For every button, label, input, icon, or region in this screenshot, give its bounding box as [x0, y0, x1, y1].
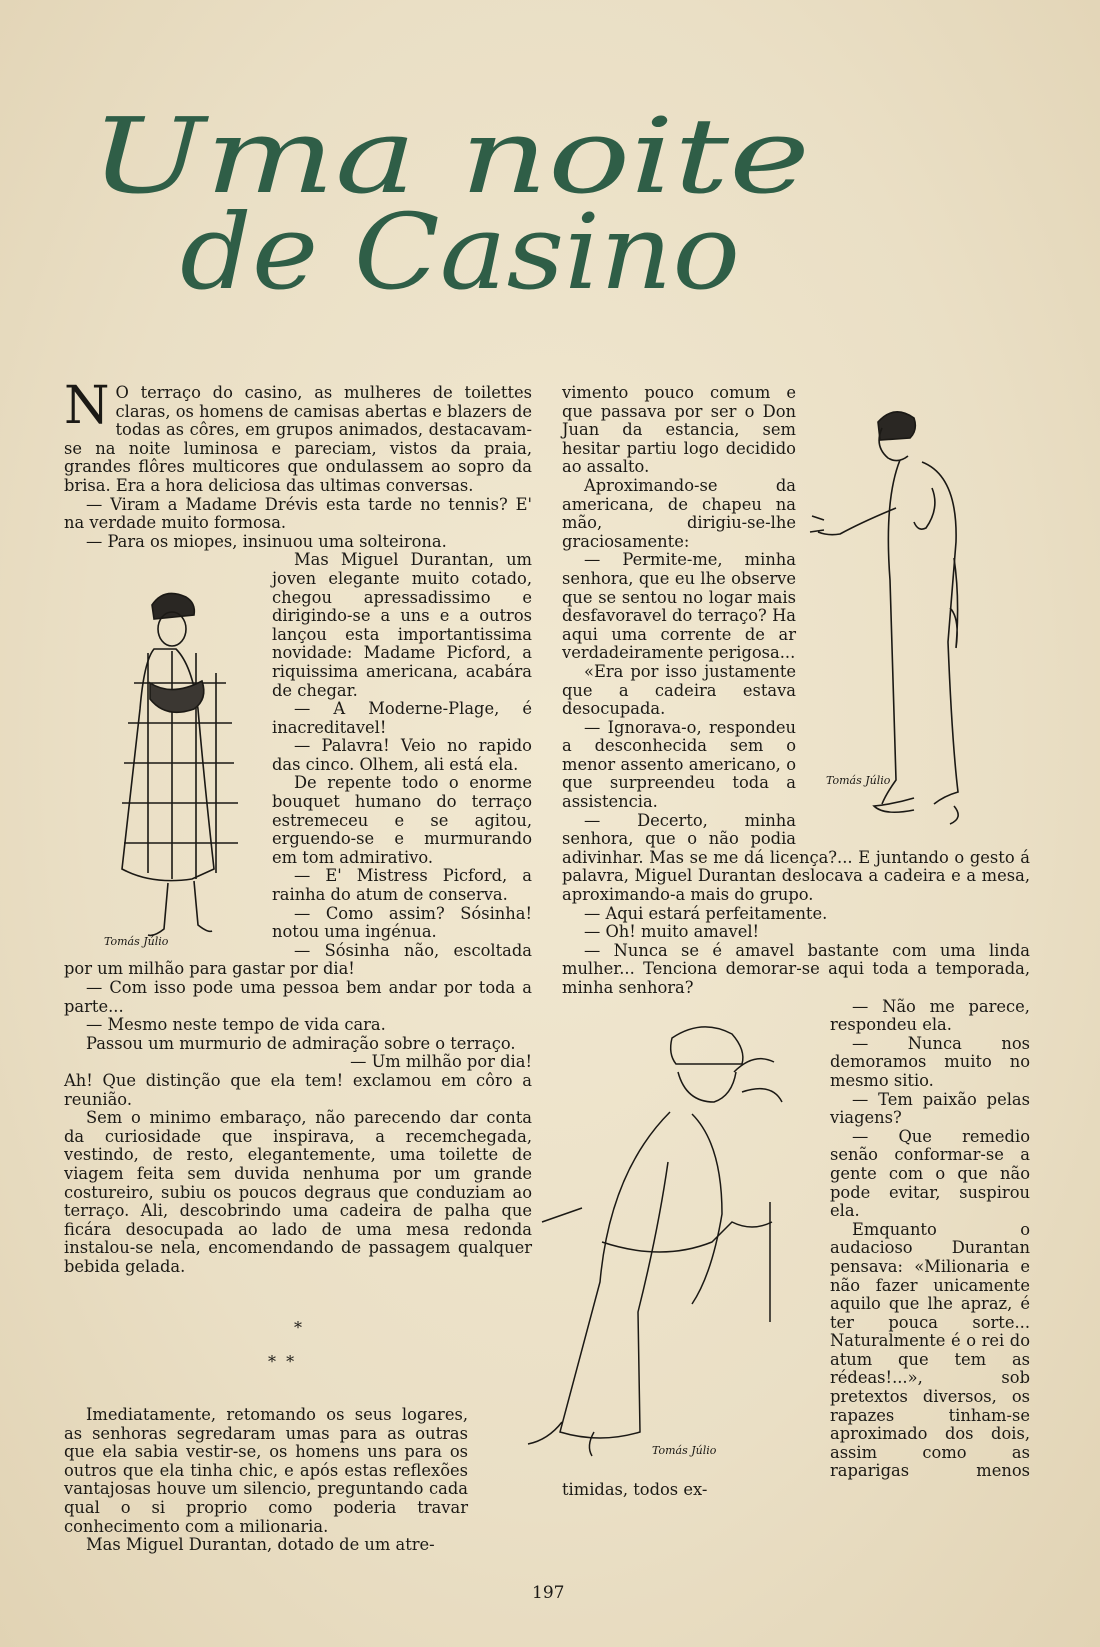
paragraph: Mas Miguel Durantan, um joven elegante muito cotado, chegou apressadissimo e dirigindo-se a uns e a outros lançou esta importantissima novidade: Madame Picford, a riquissima americana, acabára de chegar.: [272, 550, 532, 700]
paragraph: — Aqui estará perfeitamente.: [584, 903, 828, 923]
paragraph: Mas Miguel Durantan, dotado de um atre-: [86, 1535, 435, 1555]
signature: Tomás Júlio: [826, 774, 891, 787]
paragraph: — Nunca nos demoramos muito no mesmo sitio.: [830, 1033, 1030, 1090]
illustration-woman-seated: [502, 1002, 820, 1470]
illustration-man-leaning: [804, 398, 1030, 838]
paragraph: — Oh! muito amavel!: [584, 922, 760, 942]
article-title: [80, 100, 860, 310]
paragraph: — Como assim? Sósinha! notou uma ingénua.: [272, 903, 532, 942]
page-number: 197: [532, 1583, 565, 1603]
drop-cap: N: [64, 376, 110, 436]
paragraph: Sem o minimo embaraço, não parecendo dar conta da curiosidade que inspirava, a recemchegada, vestindo, de resto, elegantemente, uma toilette de viagem feita sem duvida nenhuma por um grande costureiro, subiu os poucos degraus que conduziam ao terraço. Ali, descobrindo uma cadeira de palha que ficára desocupada ao lado de uma mesa redonda instalou-se nela, encomendando de passagem qualquer bebida gelada.: [64, 1108, 532, 1276]
paragraph: — Viram a Madame Drévis esta tarde no tennis? E' na verdade muito formosa.: [64, 494, 532, 533]
paragraph: — Mesmo neste tempo de vida cara.: [86, 1015, 386, 1035]
paragraph: Ah! Que distinção que ela tem! exclamou em côro a reunião.: [64, 1070, 532, 1109]
paragraph: — Para os miopes, insinuou uma solteirona.: [86, 531, 447, 551]
column-left-bottom: [64, 1406, 468, 1555]
signature: Tomás Júlio: [104, 935, 169, 949]
paragraph: — Palavra! Veio no rapido das cinco. Olhem, ali está ela.: [272, 736, 532, 774]
illustration-woman-coat: [64, 553, 264, 953]
title-line-2: de Casino: [180, 191, 740, 310]
paragraph: — Com isso pode uma pessoa bem andar por toda a parte...: [64, 978, 532, 1016]
paragraph: — E' Mistress Picford, a rainha do atum de conserva.: [272, 866, 532, 905]
column-right: [562, 384, 1030, 1500]
paragraph: — Um milhão por dia!: [350, 1052, 532, 1072]
paragraph: — Permite-me, minha senhora, que eu lhe observe que se sentou no logar mais desfavoravel do terraço? Ha aqui uma corrente de ar verdadeiramente perigosa...: [562, 550, 796, 663]
paragraph: Emquanto o audacioso Durantan pensava: «Milionaria e não fazer unicamente aquilo que lhe apraz, é ter pouca sorte... Naturalmente é o rei do atum que tem as rédeas!...», sob pretextos diversos, os rapazes tinham-se aproximado dos dois, assim como as raparigas menos timidas, todos ex-: [562, 1219, 1030, 1500]
title-line-1: Uma noite: [90, 100, 810, 217]
paragraph: De repente todo o enorme bouquet humano do terraço estremeceu e se agitou, erguendo-se e murmurando em tom admirativo.: [272, 773, 532, 867]
paragraph: Passou um murmurio de admiração sobre o terraço.: [86, 1033, 516, 1053]
paragraph: Aproximando-se da americana, de chapeu na mão, dirigiu-se-lhe graciosamente:: [562, 475, 796, 551]
paragraph: — Decerto, minha senhora, que o não podia adivinhar. Mas se me dá licença?... E juntando o gesto á palavra, Miguel Durantan deslocava a cadeira e a mesa, aproximando-a mais do grupo.: [562, 810, 1030, 905]
paragraph: vimento pouco comum e que passava por ser o Don Juan da estancia, sem hesitar partiu logo decidido ao assalto.: [562, 383, 796, 477]
paragraph: — Sósinha não, escoltada por um milhão para gastar por dia!: [64, 940, 532, 979]
signature: Tomás Júlio: [652, 1443, 717, 1457]
opening-paragraph: N O terraço do casino, as mulheres de toilettes claras, os homens de camisas abertas e blazers de todas as côres, em grupos animados, destacavam-se na noite luminosa e pareciam, vistos da praia, grandes flôres multicores que ondulassem ao sopro da brisa. Era a hora deliciosa das ultimas conversas.: [64, 376, 532, 495]
section-separator-bottom: * *: [268, 1352, 295, 1371]
paragraph: — Nunca se é amavel bastante com uma linda mulher... Tenciona demorar-se aqui toda a temporada, minha senhora?: [562, 940, 1030, 997]
paragraph: — Que remedio senão conformar-se a gente com o que não pode evitar, suspirou ela.: [830, 1126, 1030, 1221]
paragraph: — Tem paixão pelas viagens?: [830, 1089, 1030, 1128]
paragraph: — Não me parece, respondeu ela.: [830, 996, 1030, 1035]
paragraph: — Ignorava-o, respondeu a desconhecida sem o menor assento americano, o que surpreendeu toda a assistencia.: [562, 717, 796, 812]
column-left: [64, 376, 532, 1277]
paragraph: — A Moderne-Plage, é inacreditavel!: [272, 699, 532, 737]
section-separator-top: *: [294, 1318, 302, 1337]
paragraph: «Era por isso justamente que a cadeira estava desocupada.: [562, 661, 796, 719]
paragraph: Imediatamente, retomando os seus logares, as senhoras segredaram umas para as outras que ela sabia vestir-se, os homens uns para os outros que ela tinha chic, e após estas reflexões vantajosas houve um silencio, preguntando cada qual o si proprio como poderia travar conhecimento com a milionaria.: [64, 1405, 468, 1536]
